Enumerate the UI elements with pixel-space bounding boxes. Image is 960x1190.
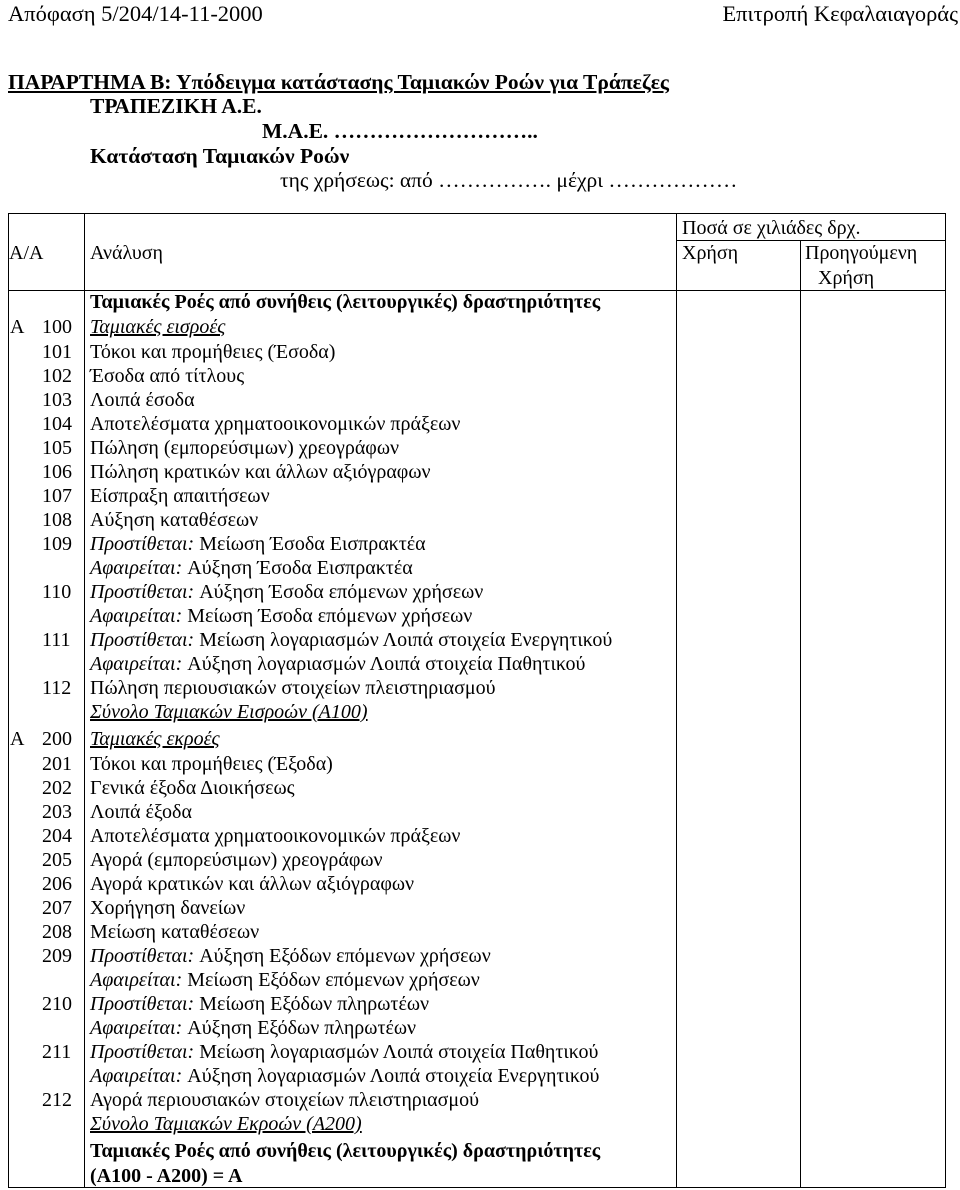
row-group-letter: Α bbox=[10, 728, 25, 750]
table-row bbox=[8, 1088, 946, 1112]
table-row bbox=[8, 556, 946, 580]
registry-number: Μ.Α.Ε. ……………………….. bbox=[262, 119, 538, 143]
row-code: 108 bbox=[42, 509, 72, 531]
table-body bbox=[8, 290, 946, 1189]
row-text: Μείωση Εξόδων επόμενων χρήσεων bbox=[187, 969, 480, 991]
table-row bbox=[8, 1064, 946, 1088]
row-text: Μείωση Έσοδα Εισπρακτέα bbox=[199, 533, 426, 555]
table-row bbox=[8, 1040, 946, 1064]
table-row bbox=[8, 872, 946, 896]
row-description bbox=[90, 340, 335, 364]
row-description bbox=[90, 1016, 416, 1040]
row-text: Σύνολο Ταμιακών Εισροών (Α100) bbox=[90, 701, 368, 723]
row-text: Αύξηση Έσοδα Εισπρακτέα bbox=[187, 557, 413, 579]
fiscal-period: της χρήσεως: από ……………. μέχρι ……………… bbox=[280, 168, 738, 192]
units-note: Ποσά σε χιλιάδες δρχ. bbox=[682, 217, 861, 239]
row-text: Πώληση κρατικών και άλλων αξιόγραφων bbox=[90, 461, 431, 483]
page-header-decision: Απόφαση 5/204/14-11-2000 bbox=[8, 1, 263, 26]
subtotal-row bbox=[8, 700, 946, 727]
row-code: 211 bbox=[42, 1041, 72, 1063]
table-row bbox=[8, 896, 946, 920]
table-row bbox=[8, 364, 946, 388]
table-row bbox=[8, 508, 946, 532]
table-row bbox=[8, 604, 946, 628]
row-prefix: Προστίθεται: bbox=[90, 533, 195, 555]
row-code: 201 bbox=[42, 753, 72, 775]
row-description bbox=[90, 412, 460, 436]
row-prefix: Προστίθεται: bbox=[90, 993, 195, 1015]
row-code: 209 bbox=[42, 945, 72, 967]
row-description bbox=[90, 944, 491, 968]
table-row bbox=[8, 992, 946, 1016]
table-row bbox=[8, 652, 946, 676]
row-code: 202 bbox=[42, 777, 72, 799]
row-text: Αύξηση Εξόδων πληρωτέων bbox=[187, 1017, 417, 1039]
row-text: Αγορά περιουσιακών στοιχείων πλειστηριασμού bbox=[90, 1089, 480, 1111]
table-border-top bbox=[8, 213, 946, 214]
row-text: Μείωση λογαριασμών Λοιπά στοιχεία Ενεργητικού bbox=[199, 629, 613, 651]
row-description bbox=[90, 1164, 243, 1189]
row-code: 111 bbox=[42, 629, 71, 651]
row-text: Μείωση καταθέσεων bbox=[90, 921, 260, 943]
row-text: Αύξηση λογαριασμών Λοιπά στοιχεία Παθητικού bbox=[187, 653, 586, 675]
table-row bbox=[8, 628, 946, 652]
row-code: 101 bbox=[42, 341, 72, 363]
table-row bbox=[8, 920, 946, 944]
table-row bbox=[8, 412, 946, 436]
row-description bbox=[90, 484, 270, 508]
row-text: Αύξηση Εξόδων επόμενων χρήσεων bbox=[199, 945, 491, 967]
row-description bbox=[90, 556, 413, 580]
section-heading-row bbox=[8, 1139, 946, 1164]
row-code: 205 bbox=[42, 849, 72, 871]
row-text: Αύξηση καταθέσεων bbox=[90, 509, 259, 531]
table-row bbox=[8, 824, 946, 848]
row-code: 110 bbox=[42, 581, 72, 603]
table-row bbox=[8, 436, 946, 460]
column-header-previous-year: Προηγούμενη Χρήση bbox=[805, 242, 918, 289]
row-prefix: Αφαιρείται: bbox=[90, 969, 183, 991]
row-text: Τόκοι και προμήθειες (Έσοδα) bbox=[90, 341, 336, 363]
row-description bbox=[90, 1139, 600, 1164]
row-text: Ταμιακές εκροές bbox=[90, 728, 220, 750]
row-text: Τόκοι και προμήθειες (Έξοδα) bbox=[90, 753, 333, 775]
row-prefix: Αφαιρείται: bbox=[90, 653, 183, 675]
table-row bbox=[8, 968, 946, 992]
table-row bbox=[8, 676, 946, 700]
row-description bbox=[90, 800, 192, 824]
row-prefix: Προστίθεται: bbox=[90, 581, 195, 603]
row-text: Αγορά (εμπορεύσιμων) χρεογράφων bbox=[90, 849, 383, 871]
table-row bbox=[8, 460, 946, 484]
table-row bbox=[8, 752, 946, 776]
row-code: 200 bbox=[42, 728, 72, 750]
row-prefix: Προστίθεται: bbox=[90, 629, 195, 651]
row-description bbox=[90, 388, 195, 412]
row-prefix: Προστίθεται: bbox=[90, 1041, 195, 1063]
row-description bbox=[90, 436, 399, 460]
row-text: Αποτελέσματα χρηματοοικονομικών πράξεων bbox=[90, 413, 461, 435]
row-description bbox=[90, 776, 295, 800]
row-text: Αγορά κρατικών και άλλων αξιόγραφων bbox=[90, 873, 415, 895]
row-description bbox=[90, 752, 333, 776]
row-description bbox=[90, 676, 496, 700]
row-text: Ταμιακές Ροές από συνήθεις (λειτουργικές) δραστηριότητες bbox=[90, 1140, 601, 1162]
row-description bbox=[90, 1064, 599, 1088]
row-description bbox=[90, 872, 414, 896]
row-text: Αποτελέσματα χρηματοοικονομικών πράξεων bbox=[90, 825, 461, 847]
row-description bbox=[90, 700, 368, 724]
row-text: Είσπραξη απαιτήσεων bbox=[90, 485, 270, 507]
row-description bbox=[90, 1040, 598, 1064]
row-code: 207 bbox=[42, 897, 72, 919]
table-row bbox=[8, 848, 946, 872]
table-row bbox=[8, 388, 946, 412]
group-heading-row bbox=[8, 727, 946, 752]
row-prefix: Αφαιρείται: bbox=[90, 1017, 183, 1039]
row-text: Μείωση Εξόδων πληρωτέων bbox=[199, 993, 430, 1015]
row-text: Ταμιακές Ροές από συνήθεις (λειτουργικές) δραστηριότητες bbox=[90, 291, 601, 313]
row-code: 208 bbox=[42, 921, 72, 943]
column-header-current-year: Χρήση bbox=[682, 242, 739, 264]
column-header-analysis: Ανάλυση bbox=[90, 242, 163, 264]
row-code: 103 bbox=[42, 389, 72, 411]
row-description bbox=[90, 1088, 479, 1112]
row-prefix: Προστίθεται: bbox=[90, 945, 195, 967]
statement-title: Κατάσταση Ταμιακών Ροών bbox=[90, 144, 350, 168]
row-description bbox=[90, 532, 426, 556]
table-row bbox=[8, 776, 946, 800]
row-description bbox=[90, 896, 245, 920]
row-code: 105 bbox=[42, 437, 72, 459]
row-text: Έσοδα από τίτλους bbox=[90, 365, 245, 387]
row-description bbox=[90, 848, 383, 872]
row-description bbox=[90, 1112, 362, 1136]
row-text: Λοιπά έξοδα bbox=[90, 801, 192, 823]
column-header-aa: Α/Α bbox=[9, 242, 44, 264]
row-code: 206 bbox=[42, 873, 72, 895]
row-code: 109 bbox=[42, 533, 72, 555]
row-code: 102 bbox=[42, 365, 72, 387]
row-code: 106 bbox=[42, 461, 72, 483]
row-description bbox=[90, 824, 460, 848]
table-row bbox=[8, 1016, 946, 1040]
row-code: 107 bbox=[42, 485, 72, 507]
page-header-authority: Επιτροπή Κεφαλαιαγοράς bbox=[722, 1, 958, 26]
section-heading-row bbox=[8, 290, 946, 315]
company-name: ΤΡΑΠΕΖΙΚΗ Α.Ε. bbox=[90, 94, 262, 118]
row-description bbox=[90, 992, 429, 1016]
row-text: Λοιπά έσοδα bbox=[90, 389, 195, 411]
row-code: 112 bbox=[42, 677, 72, 699]
row-description bbox=[90, 604, 472, 628]
row-text: Ταμιακές εισροές bbox=[90, 316, 226, 338]
row-description bbox=[90, 460, 431, 484]
row-description bbox=[90, 920, 259, 944]
row-description bbox=[90, 652, 585, 676]
group-heading-row bbox=[8, 315, 946, 340]
row-description bbox=[90, 968, 480, 992]
row-text: Αύξηση λογαριασμών Λοιπά στοιχεία Ενεργητικού bbox=[187, 1065, 600, 1087]
row-description bbox=[90, 580, 483, 604]
subtotal-row bbox=[8, 1112, 946, 1139]
row-description bbox=[90, 290, 600, 315]
row-description bbox=[90, 727, 220, 752]
table-row bbox=[8, 340, 946, 364]
table-row bbox=[8, 944, 946, 968]
row-code: 100 bbox=[42, 316, 72, 338]
row-code: 204 bbox=[42, 825, 72, 847]
row-text: Πώληση (εμπορεύσιμων) χρεογράφων bbox=[90, 437, 400, 459]
row-text: (Α100 - Α200) = Α bbox=[90, 1165, 243, 1187]
row-group-letter: Α bbox=[10, 316, 25, 338]
row-description bbox=[90, 508, 258, 532]
row-text: Γενικά έξοδα Διοικήσεως bbox=[90, 777, 295, 799]
annex-title: ΠΑΡΑΡΤΗΜΑ Β: Υπόδειγμα κατάστασης Ταμιακών Ροών για Τράπεζες bbox=[8, 70, 669, 94]
row-description bbox=[90, 628, 612, 652]
table-row bbox=[8, 800, 946, 824]
section-heading-row bbox=[8, 1164, 946, 1189]
row-code: 104 bbox=[42, 413, 72, 435]
table-row bbox=[8, 484, 946, 508]
row-prefix: Αφαιρείται: bbox=[90, 1065, 183, 1087]
row-text: Χορήγηση δανείων bbox=[90, 897, 246, 919]
row-text: Σύνολο Ταμιακών Εκροών (Α200) bbox=[90, 1113, 362, 1135]
row-prefix: Αφαιρείται: bbox=[90, 605, 183, 627]
row-code: 203 bbox=[42, 801, 72, 823]
row-description bbox=[90, 315, 225, 340]
row-prefix: Αφαιρείται: bbox=[90, 557, 183, 579]
table-row bbox=[8, 580, 946, 604]
table-row bbox=[8, 532, 946, 556]
row-text: Πώληση περιουσιακών στοιχείων πλειστηριασμού bbox=[90, 677, 496, 699]
row-text: Μείωση Έσοδα επόμενων χρήσεων bbox=[187, 605, 473, 627]
row-description bbox=[90, 364, 244, 388]
row-text: Αύξηση Έσοδα επόμενων χρήσεων bbox=[199, 581, 484, 603]
row-text: Μείωση λογαριασμών Λοιπά στοιχεία Παθητικού bbox=[199, 1041, 599, 1063]
row-code: 212 bbox=[42, 1089, 72, 1111]
row-code: 210 bbox=[42, 993, 72, 1015]
